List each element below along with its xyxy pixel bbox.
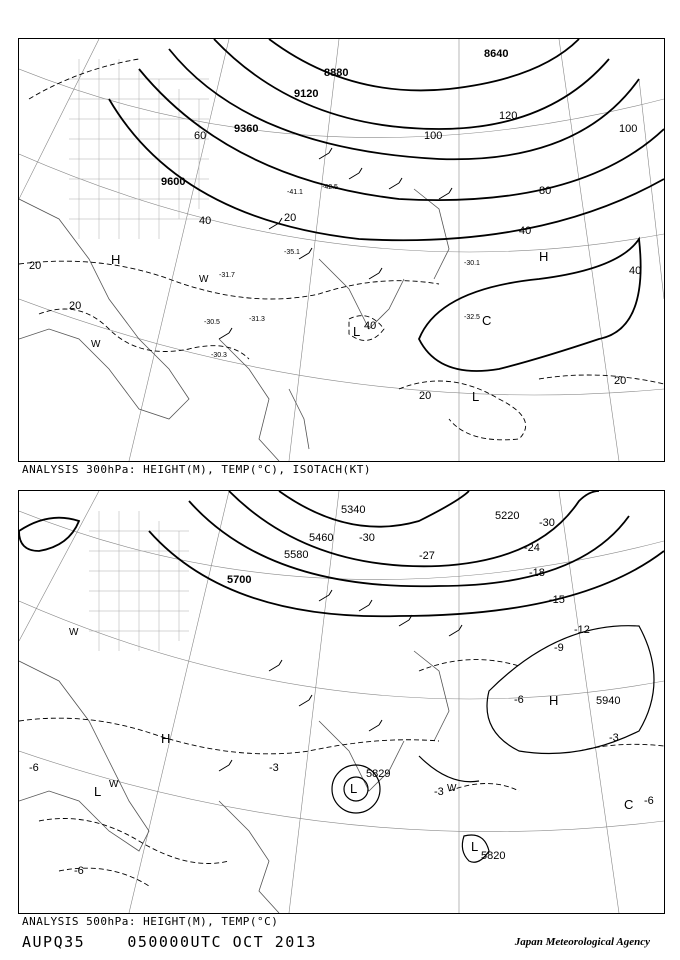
isotherm-label-m30: -30 <box>359 532 375 544</box>
height-label-5340: 5340 <box>341 504 366 516</box>
height-labels <box>161 48 508 188</box>
low-center-west: L <box>94 784 102 799</box>
wind-marker-1: W <box>91 339 101 350</box>
height-contours <box>109 39 664 371</box>
isotach-label-40b: 40 <box>519 225 532 237</box>
isotherm-label-m6d: -6 <box>644 795 654 807</box>
cold-center: C <box>482 313 492 328</box>
wind-markers <box>91 274 209 350</box>
height-label-5820: 5820 <box>481 850 506 862</box>
wind-marker-2: W <box>199 274 209 285</box>
height-label-5220: 5220 <box>495 510 520 522</box>
high-center-west: H <box>161 731 171 746</box>
height-label-8640: 8640 <box>484 48 509 60</box>
isotach-label-20e: 20 <box>284 212 297 224</box>
temp-label-2: -31.7 <box>219 272 235 279</box>
low-center-mid: L <box>350 781 358 796</box>
isotherm-label-m9: -9 <box>554 642 564 654</box>
wind-markers <box>69 627 457 794</box>
wind-marker-2: W <box>109 779 119 790</box>
isotherm-label-m24: -24 <box>524 542 540 554</box>
temp-label-3: -30.5 <box>204 319 220 326</box>
map-300hpa-svg <box>19 39 664 461</box>
isotach-label-20b: 20 <box>69 300 82 312</box>
height-label-9120: 9120 <box>294 88 319 100</box>
low-center-south: L <box>472 389 480 404</box>
isotach-label-60: 60 <box>194 130 207 142</box>
wind-barbs <box>219 590 462 771</box>
isotach-label-120: 120 <box>499 110 518 122</box>
isotach-label-20d: 20 <box>614 375 627 387</box>
high-center-east: H <box>549 693 559 708</box>
isotach-label-20c: 20 <box>419 390 432 402</box>
analysis-map-300hpa <box>18 38 665 462</box>
height-label-9360: 9360 <box>234 123 259 135</box>
isotherm-label-m6b: -6 <box>74 865 84 877</box>
isotherm-label-m3b: -3 <box>269 762 279 774</box>
analysis-map-500hpa <box>18 490 665 914</box>
product-header <box>22 933 317 951</box>
isotach-label-100b: 100 <box>619 123 638 135</box>
isotherm-label-m3c: -3 <box>434 786 444 798</box>
low-center-south: L <box>471 839 479 854</box>
wind-marker-1: W <box>69 627 79 638</box>
isotherm-label-m3: -3 <box>609 732 619 744</box>
isotach-label-40: 40 <box>199 215 212 227</box>
map-500hpa-svg <box>19 491 664 913</box>
caption-500hpa: ANALYSIS 500hPa: HEIGHT(M), TEMP(°C) <box>22 915 279 928</box>
temperature-labels <box>204 184 480 359</box>
temp-label-4: -30.3 <box>211 352 227 359</box>
pressure-centers <box>94 693 633 854</box>
temp-label-8: -31.3 <box>249 316 265 323</box>
graticule <box>19 39 664 461</box>
isotach-label-100: 100 <box>424 130 443 142</box>
isotherm-label-m27: -27 <box>419 550 435 562</box>
cold-center: C <box>624 797 634 812</box>
height-label-5829: 5829 <box>366 768 391 780</box>
isotherm-label-m15: -15 <box>549 594 565 606</box>
temp-label-5: -30.1 <box>464 260 480 267</box>
isotach-label-20: 20 <box>29 260 42 272</box>
height-label-5700: 5700 <box>227 574 252 586</box>
coastline <box>19 189 449 461</box>
product-code: AUPQ35 <box>22 933 86 951</box>
temp-label-1: -42.5 <box>322 184 338 191</box>
caption-300hpa: ANALYSIS 300hPa: HEIGHT(M), TEMP(°C), ISOTACH(KT) <box>22 463 372 476</box>
height-label-5940: 5940 <box>596 695 621 707</box>
height-label-5460: 5460 <box>309 532 334 544</box>
isotach-label-40d: 40 <box>629 265 642 277</box>
isotach-label-80: 80 <box>539 185 552 197</box>
isotherm-label-m30b: -30 <box>539 517 555 529</box>
agency-name: Japan Meteorological Agency <box>514 936 650 948</box>
height-label-8880: 8880 <box>324 67 349 79</box>
temp-label-0: -41.1 <box>287 189 303 196</box>
high-center-west: H <box>111 252 121 267</box>
dashed-contours <box>19 660 664 886</box>
isotherm-label-m6c: -6 <box>514 694 524 706</box>
wind-marker-3: W <box>447 783 457 794</box>
isotherm-label-m12: -12 <box>574 624 590 636</box>
height-label-9600: 9600 <box>161 176 186 188</box>
isotach-labels <box>29 110 641 402</box>
temp-label-7: -35.1 <box>284 249 300 256</box>
low-center-north: L <box>353 324 361 339</box>
valid-time: 050000UTC OCT 2013 <box>127 933 317 951</box>
temp-label-6: -32.5 <box>464 314 480 321</box>
isotherm-label-m6: -6 <box>29 762 39 774</box>
high-center-east: H <box>539 249 549 264</box>
graticule <box>19 491 664 913</box>
hatched-region <box>89 511 189 651</box>
isotach-label-40c: 40 <box>364 320 377 332</box>
height-label-5580: 5580 <box>284 549 309 561</box>
isotherm-label-m18: -18 <box>529 567 545 579</box>
